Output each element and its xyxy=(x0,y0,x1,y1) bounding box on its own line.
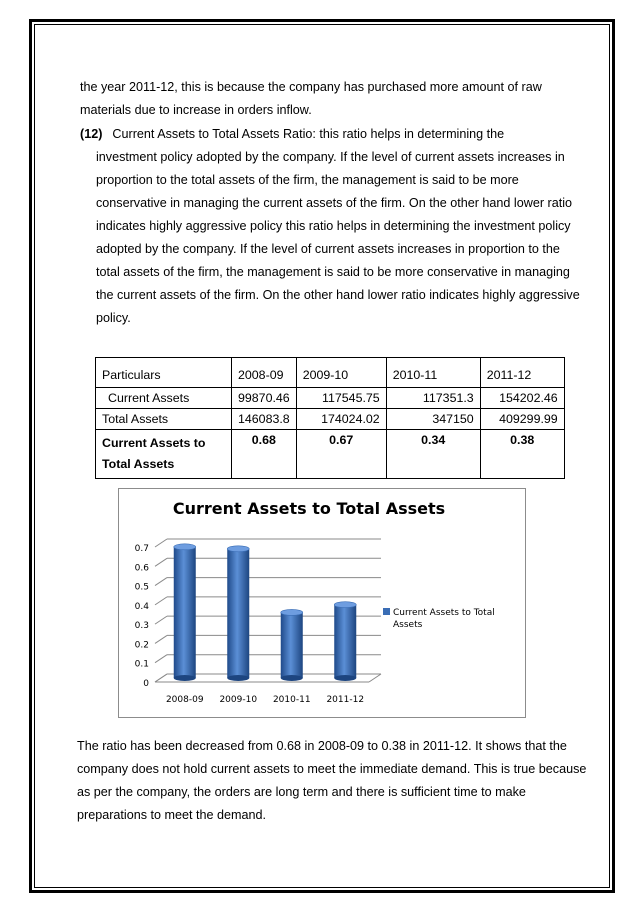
legend-label: Current Assets to Total Assets xyxy=(393,608,495,630)
y-tick-label: 0.7 xyxy=(134,544,149,554)
table-row xyxy=(96,430,565,479)
gridline-side xyxy=(155,674,167,682)
table-cell: 154202.46 xyxy=(480,388,564,409)
table-cell: 117545.75 xyxy=(296,388,386,409)
table-cell: 117351.3 xyxy=(386,388,480,409)
table-cell: 0.67 xyxy=(296,430,386,479)
table-header-cell: 2011-12 xyxy=(480,358,564,388)
table-cell: 409299.99 xyxy=(480,409,564,430)
table-cell: 174024.02 xyxy=(296,409,386,430)
legend-swatch xyxy=(383,608,390,615)
y-tick-label: 0.1 xyxy=(134,659,149,670)
bar-top xyxy=(281,609,303,615)
y-tick-label: 0.4 xyxy=(134,601,149,612)
table-header-cell: Particulars xyxy=(96,358,232,388)
conclusion-paragraph: The ratio has been decreased from 0.68 in 2008-09 to 0.38 in 2011-12. It shows that the company does not hold current assets to meet the immediate demand. This is true because as per the company, the orders are long term and there is sufficient time to make preparations to meet the demand. xyxy=(77,739,587,822)
bar-body xyxy=(174,547,196,678)
x-tick-label: 2011-12 xyxy=(326,695,365,705)
section-heading: Current Assets to Total Assets Ratio: this ratio helps in determining the xyxy=(112,127,505,141)
ratio-chart xyxy=(118,488,526,718)
gridline-side xyxy=(155,616,167,624)
bar-base xyxy=(174,675,196,681)
gridline-side xyxy=(155,635,167,643)
section-number: (12) xyxy=(80,127,103,141)
table-cell: 146083.8 xyxy=(232,409,297,430)
gridline-side xyxy=(155,655,167,663)
bar-body xyxy=(281,612,303,678)
table-cell: 0.68 xyxy=(232,430,297,479)
section-body: investment policy adopted by the company. If the level of current assets increases in proportion to the total assets of the firm, the management is said to be more conservative in managing the current assets of the firm. On the other hand lower ratio indicates highly aggressive policy this ratio helps in determining the investment policy adopted by the company. If the level of current assets increases in proportion to the total assets of the firm, the management is said to be more conservative in managing the current assets of the firm. On the other hand lower ratio indicates highly aggressive policy. xyxy=(96,150,580,325)
table-header-cell: 2010-11 xyxy=(386,358,480,388)
gridline-side xyxy=(155,597,167,605)
row-label: Current Assets xyxy=(96,388,232,409)
y-tick-label: 0.5 xyxy=(134,582,149,593)
intro-paragraph: the year 2011-12, this is because the company has purchased more amount of raw materials due to increase in orders inflow. xyxy=(80,80,542,117)
chart-floor-right xyxy=(369,674,381,682)
y-tick-label: 0.2 xyxy=(134,640,149,651)
table-cell: 99870.46 xyxy=(232,388,297,409)
chart-title: Current Assets to Total Assets xyxy=(172,499,446,518)
table-header-row xyxy=(96,358,565,388)
bar-base xyxy=(334,675,356,681)
table-header-cell: 2008-09 xyxy=(232,358,297,388)
x-tick-label: 2010-11 xyxy=(272,695,311,705)
x-tick-label: 2009-10 xyxy=(219,695,258,705)
bar-base xyxy=(227,675,249,681)
bar-base xyxy=(281,675,303,681)
table-cell: 0.38 xyxy=(480,430,564,479)
x-tick-label: 2008-09 xyxy=(165,695,204,705)
gridline-side xyxy=(155,558,167,566)
section-12 xyxy=(80,123,580,330)
table-header-cell: 2009-10 xyxy=(296,358,386,388)
table-cell: 0.34 xyxy=(386,430,480,479)
gridline-side xyxy=(155,578,167,586)
chart-svg xyxy=(119,489,525,717)
bar-top xyxy=(227,546,249,552)
y-tick-label: 0.3 xyxy=(134,621,149,632)
bar-top xyxy=(334,602,356,608)
y-tick-label: 0.6 xyxy=(134,563,149,574)
bar-top xyxy=(174,544,196,550)
table-row xyxy=(96,388,565,409)
ratio-table xyxy=(95,357,565,479)
section-heading-line xyxy=(80,123,580,146)
row-label: Current Assets to Total Assets xyxy=(96,430,232,479)
bar-body xyxy=(334,605,356,678)
table-row xyxy=(96,409,565,430)
table-cell: 347150 xyxy=(386,409,480,430)
gridline-side xyxy=(155,539,167,547)
row-label: Total Assets xyxy=(96,409,232,430)
y-tick-label: 0 xyxy=(143,679,149,689)
bar-body xyxy=(227,549,249,678)
